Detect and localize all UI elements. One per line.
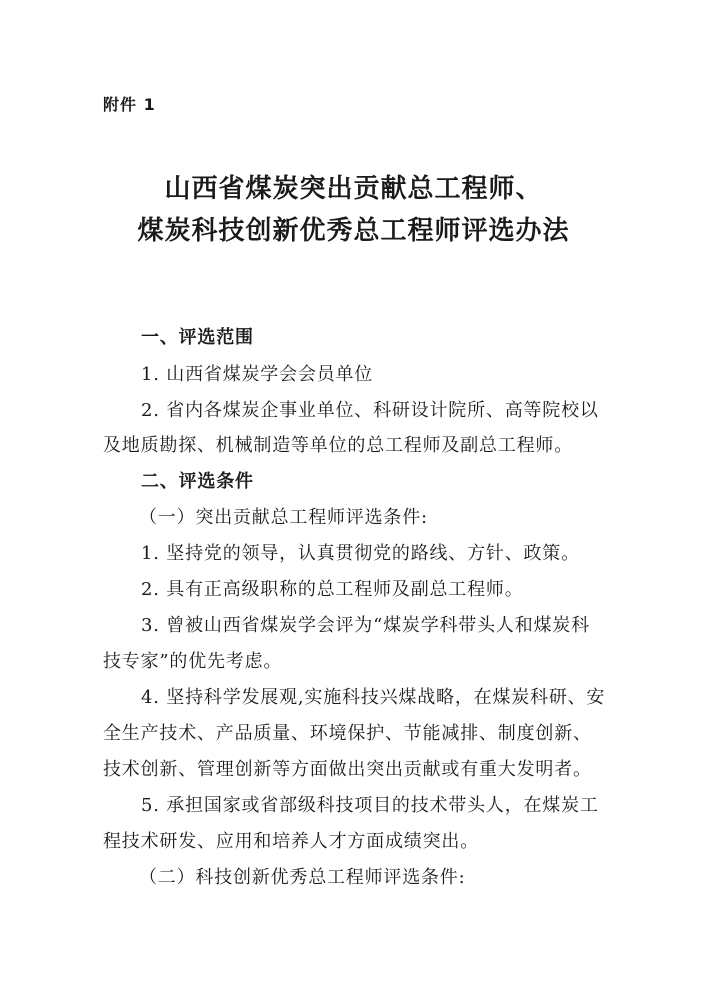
section1-item2-line1: 2. 省内各煤炭企事业单位、科研设计院所、高等院校以	[141, 400, 599, 421]
condition-4-line1: 4. 坚持科学发展观,实施科技兴煤战略，在煤炭科研、安	[141, 687, 606, 708]
subsection2-heading: （二）科技创新优秀总工程师评选条件:	[139, 867, 466, 888]
attachment-label: 附件 1	[103, 95, 156, 114]
condition-1: 1. 坚持党的领导，认真贯彻党的路线、方针、政策。	[141, 543, 580, 564]
condition-3-line2: 技专家”的优先考虑。	[103, 651, 283, 672]
document-title-line2: 煤炭科技创新优秀总工程师评选办法	[137, 216, 570, 246]
document-title-line1: 山西省煤炭突出贡献总工程师、	[164, 174, 543, 204]
section1-heading: 一、评选范围	[141, 327, 254, 348]
section2-heading: 二、评选条件	[141, 471, 254, 492]
condition-5-line1: 5. 承担国家或省部级科技项目的技术带头人，在煤炭工	[141, 795, 599, 816]
condition-4-line2: 全生产技术、产品质量、环境保护、节能减排、制度创新、	[103, 723, 592, 744]
subsection1-heading: （一）突出贡献总工程师评选条件:	[139, 507, 428, 528]
condition-2: 2. 具有正高级职称的总工程师及副总工程师。	[141, 579, 524, 600]
condition-5-line2: 程技术研发、应用和培养人才方面成绩突出。	[103, 831, 479, 852]
section1-item2-line2: 及地质勘探、机械制造等单位的总工程师及副总工程师。	[103, 435, 573, 456]
condition-3-line1: 3. 曾被山西省煤炭学会评为“煤炭学科带头人和煤炭科	[141, 615, 590, 636]
section1-item1: 1. 山西省煤炭学会会员单位	[141, 364, 374, 385]
condition-4-line3: 技术创新、管理创新等方面做出突出贡献或有重大发明者。	[103, 759, 592, 780]
